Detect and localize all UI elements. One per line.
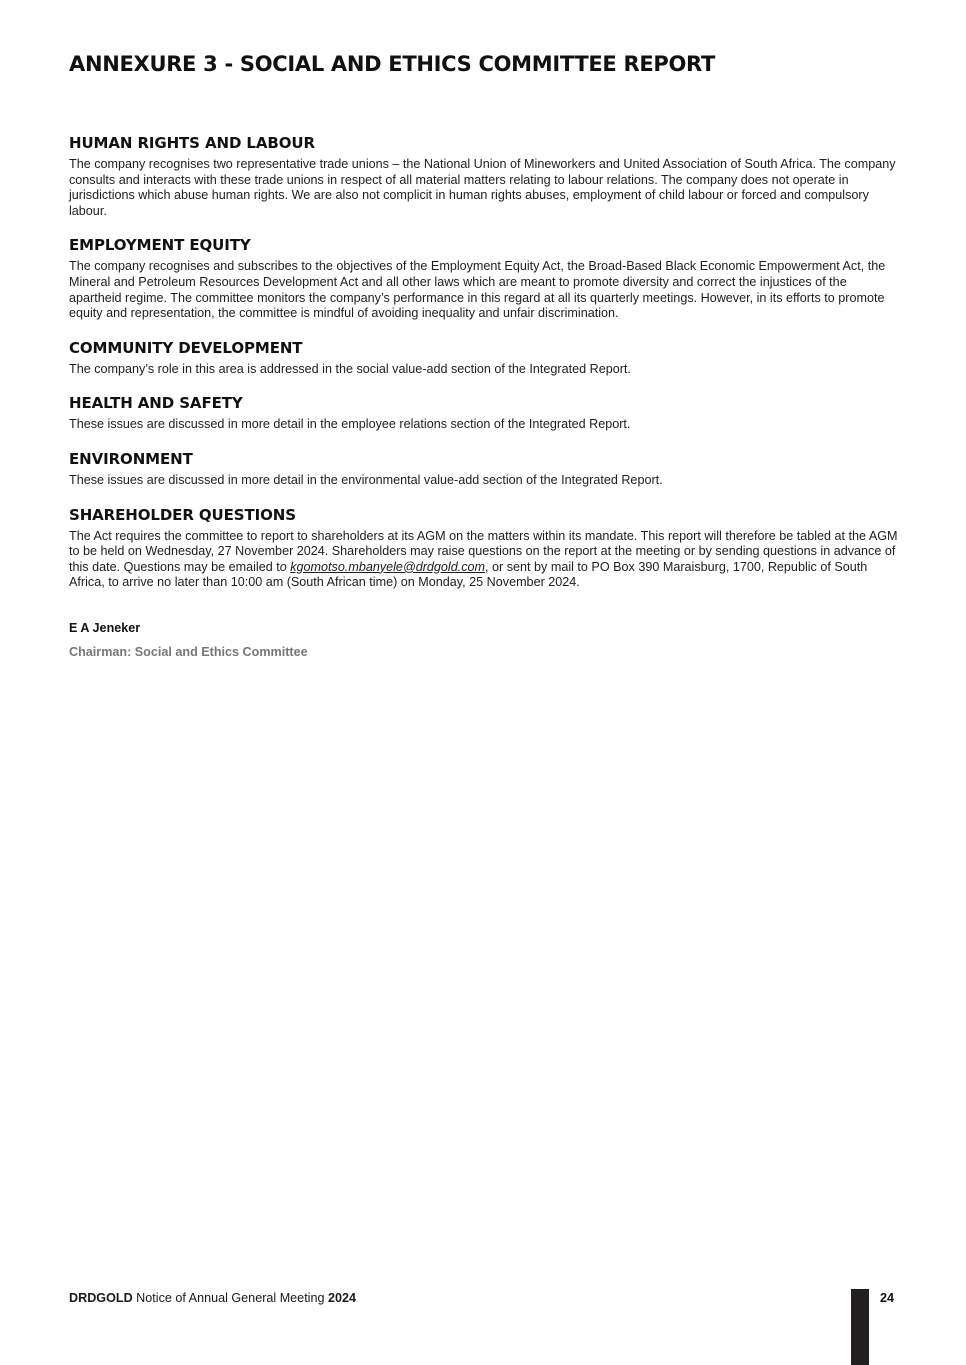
section-human-rights [69,134,899,219]
section-body: The company recognises two representative trade unions – the National Union of Mineworkers and United Association of South Africa. The company consults and interacts with these trade unions in respect of all material matters relating to labour relations. The company does not operate in jurisdictions which abuse human rights. We are also not complicit in human rights abuses, employment of child labour or forced and compulsory labour. [69,157,896,218]
page-marker-bar [851,1289,869,1365]
email-link[interactable]: kgomotso.mbanyele@drdgold.com [290,559,486,574]
body-text: , or sent by mail to PO Box 390 Maraisburg, 1700, Republic of South Africa, to arrive no later than 10:00 am (South African time) on Monday, 25 November 2024. [69,559,868,590]
section-body: The company recognises and subscribes to the objectives of the Employment Equity Act, the Broad-Based Black Economic Empowerment Act, the Mineral and Petroleum Resources Development Act and all other laws which are meant to promote diversity and correct the injustices of the apartheid regime. The committee monitors the company’s performance in this regard at all its quarterly meetings. However, in its efforts to promote equity and representation, the committee is mindful of avoiding inequality and unfair discrimination. [69,259,886,321]
signatory [69,621,899,659]
section-shareholder-questions [69,506,899,591]
section-body: These issues are discussed in more detail in the employee relations section of the Integrated Report. [69,417,631,432]
section-environment [69,450,899,489]
section-body: These issues are discussed in more detail in the environmental value-add section of the Integrated Report. [69,472,663,487]
page-title: ANNEXURE 3 - SOCIAL AND ETHICS COMMITTEE REPORT [69,52,715,76]
section-heading: ENVIRONMENT [69,449,193,468]
section-employment-equity [69,236,899,321]
body-text: The Act requires the committee to report to shareholders at its AGM on the matters within its mandate. This report will therefore be tabled at the AGM to be held on Wednesday, 27 November 2024. Shareholders may raise questions on the report at the meeting or by sending questions in advance of this date. Questions may be emailed t [69,528,898,574]
signatory-name: E A Jeneker [69,620,141,635]
section-heading: HEALTH AND SAFETY [69,394,243,413]
report-body [69,134,899,659]
footer-year: 2024 [328,1291,357,1305]
section-heading: HUMAN RIGHTS AND LABOUR [69,134,315,152]
footer-brand: DRDGOLD [69,1291,133,1305]
section-heading: SHAREHOLDER QUESTIONS [69,505,296,524]
section-body: The company’s role in this area is addressed in the social value-add section of the Integrated Report. [69,361,631,376]
section-community-development [69,339,899,378]
footer [69,1291,356,1305]
signatory-role: Chairman: Social and Ethics Committee [69,644,308,659]
body-text-italic: o [279,559,287,574]
footer-doc-title: Notice of Annual General Meeting [132,1291,328,1305]
section-health-safety [69,394,899,433]
section-heading: COMMUNITY DEVELOPMENT [69,338,303,357]
section-heading: EMPLOYMENT EQUITY [69,236,251,255]
section-body [69,529,899,591]
page-number: 24 [880,1291,895,1305]
